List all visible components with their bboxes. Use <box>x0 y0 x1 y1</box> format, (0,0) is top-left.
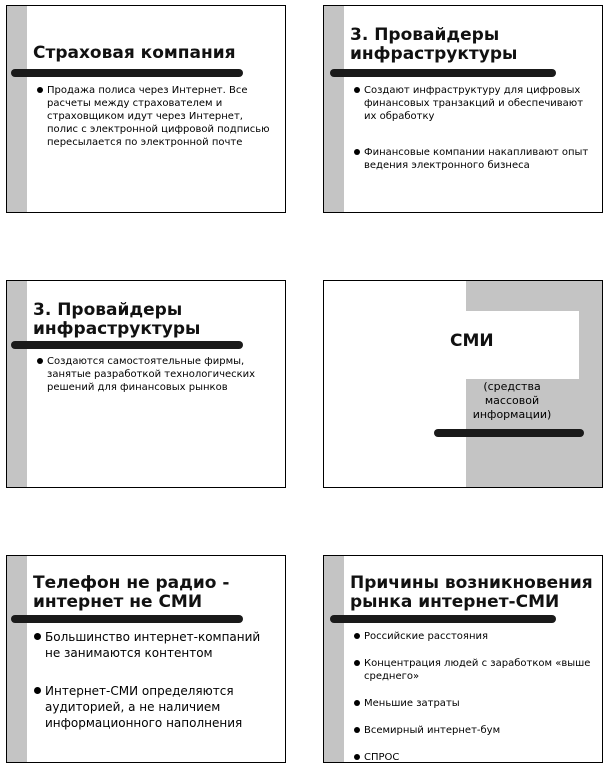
title-shape-round <box>344 311 412 379</box>
title-underline-bar <box>11 69 243 77</box>
slide-side-strip <box>7 6 27 212</box>
slide-title: СМИ <box>450 331 494 351</box>
slide-4 <box>323 280 603 488</box>
bullet-item: Концентрация людей с заработком «выше среднего» <box>364 657 594 683</box>
bullet-item: Российские расстояния <box>364 630 594 643</box>
bullet-item: Продажа полиса через Интернет. Все расчеты между страхователем и страховщиком идут через Интернет, полис с электронной цифровой подписью пересылается по электронной почте <box>47 84 275 149</box>
bullet-item: Меньшие затраты <box>364 697 594 710</box>
bullet-list <box>47 355 277 394</box>
bullet-item: Создают инфраструктуру для цифровых финансовых транзакций и обеспечивают их обработку <box>364 84 594 123</box>
bullet-item: Финансовые компании накапливают опыт ведения электронного бизнеса <box>364 146 594 172</box>
slide-title: Телефон не радио - интернет не СМИ <box>33 573 230 612</box>
title-underline-bar <box>11 615 243 623</box>
bullet-item: Большинство интернет-компаний не занимаются контентом <box>45 629 277 661</box>
slide-5 <box>6 555 286 763</box>
slide-3 <box>6 280 286 488</box>
slide-6 <box>323 555 603 763</box>
bullet-list <box>364 630 594 763</box>
bullet-item: Интернет-СМИ определяются аудиторией, а не наличием информационного наполнения <box>45 683 277 731</box>
bullet-list <box>47 84 275 149</box>
subtitle-bar <box>434 429 584 437</box>
slide-title: Страховая компания <box>33 43 236 63</box>
slide-title: Причины возникновения рынка интернет-СМИ <box>350 573 593 612</box>
title-underline-bar <box>11 341 243 349</box>
slide-title: 3. Провайдеры инфраструктуры <box>33 300 201 339</box>
title-underline-bar <box>330 615 556 623</box>
bullet-list <box>45 629 277 731</box>
slide-side-strip <box>7 556 27 762</box>
slide-side-strip <box>7 281 27 487</box>
title-underline-bar <box>330 69 556 77</box>
bullet-item: СПРОС <box>364 751 594 763</box>
slide-2 <box>323 5 603 213</box>
slide-subtitle: (средства массовой информации) <box>472 380 552 421</box>
bullet-item: Создаются самостоятельные фирмы, занятые разработкой технологических решений для финансовых рынков <box>47 355 277 394</box>
bullet-item: Всемирный интернет-бум <box>364 724 594 737</box>
bullet-list <box>364 84 594 172</box>
slide-1 <box>6 5 286 213</box>
slide-side-strip <box>324 6 344 212</box>
slide-title: 3. Провайдеры инфраструктуры <box>350 25 518 64</box>
slide-side-strip <box>324 556 344 762</box>
